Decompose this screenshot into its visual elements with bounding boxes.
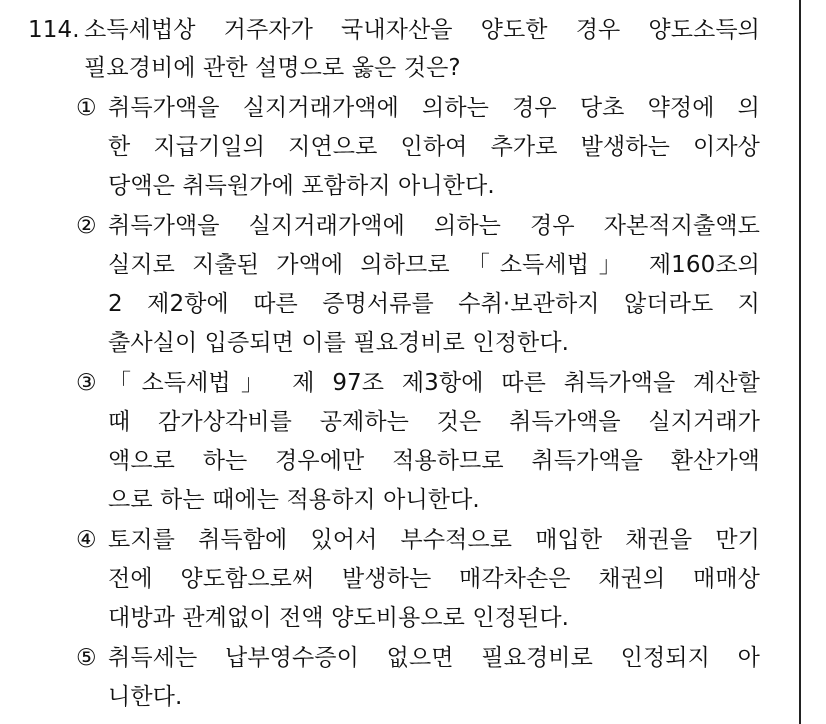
option-2-line-1: 취득가액을 실지거래가액에 의하는 경우 자본적지출액도 [108,213,760,239]
option-5-line-2: 니한다. [108,684,183,710]
option-4-line-3: 대방과 관계없이 전액 양도비용으로 인정된다. [108,605,570,631]
question-line-2: 필요경비에 관한 설명으로 옳은 것은? [84,55,461,81]
option-3-line-2: 때 감가상각비를 공제하는 것은 취득가액을 실지거래가 [108,409,760,435]
option-3-line-4: 으로 하는 때에는 적용하지 아니한다. [108,487,480,513]
option-5-line-1: 취득세는 납부영수증이 없으면 필요경비로 인정되지 아 [108,645,760,671]
option-4-line-1: 토지를 취득함에 있어서 부수적으로 매입한 채권을 만기 [108,527,760,553]
option-2-line-2: 실지로 지출된 가액에 의하므로 「소득세법」 제160조의 [108,252,760,278]
option-2-marker: ② [76,213,97,239]
option-3-line-3: 액으로 하는 경우에만 적용하므로 취득가액을 환산가액 [108,448,760,474]
option-1-marker: ① [76,95,97,121]
option-1-line-2: 한 지급기일의 지연으로 인하여 추가로 발생하는 이자상 [108,134,760,160]
option-2-line-3: 2 제2항에 따른 증명서류를 수취·보관하지 않더라도 지 [108,291,760,317]
question-number: 114. [28,17,80,43]
option-1-line-1: 취득가액을 실지거래가액에 의하는 경우 당초 약정에 의 [108,95,760,121]
option-3-marker: ③ [76,370,97,396]
question-line-1: 소득세법상 거주자가 국내자산을 양도한 경우 양도소득의 [84,17,760,43]
option-4-line-2: 전에 양도함으로써 발생하는 매각차손은 채권의 매매상 [108,566,760,592]
right-border-rule [799,0,801,724]
option-1-line-3: 당액은 취득원가에 포함하지 아니한다. [108,173,495,199]
option-3-line-1: 「소득세법」 제 97조 제3항에 따른 취득가액을 계산할 [108,370,760,396]
option-5-marker: ⑤ [76,645,97,671]
option-2-line-4: 출사실이 입증되면 이를 필요경비로 인정한다. [108,330,570,356]
option-4-marker: ④ [76,527,97,553]
